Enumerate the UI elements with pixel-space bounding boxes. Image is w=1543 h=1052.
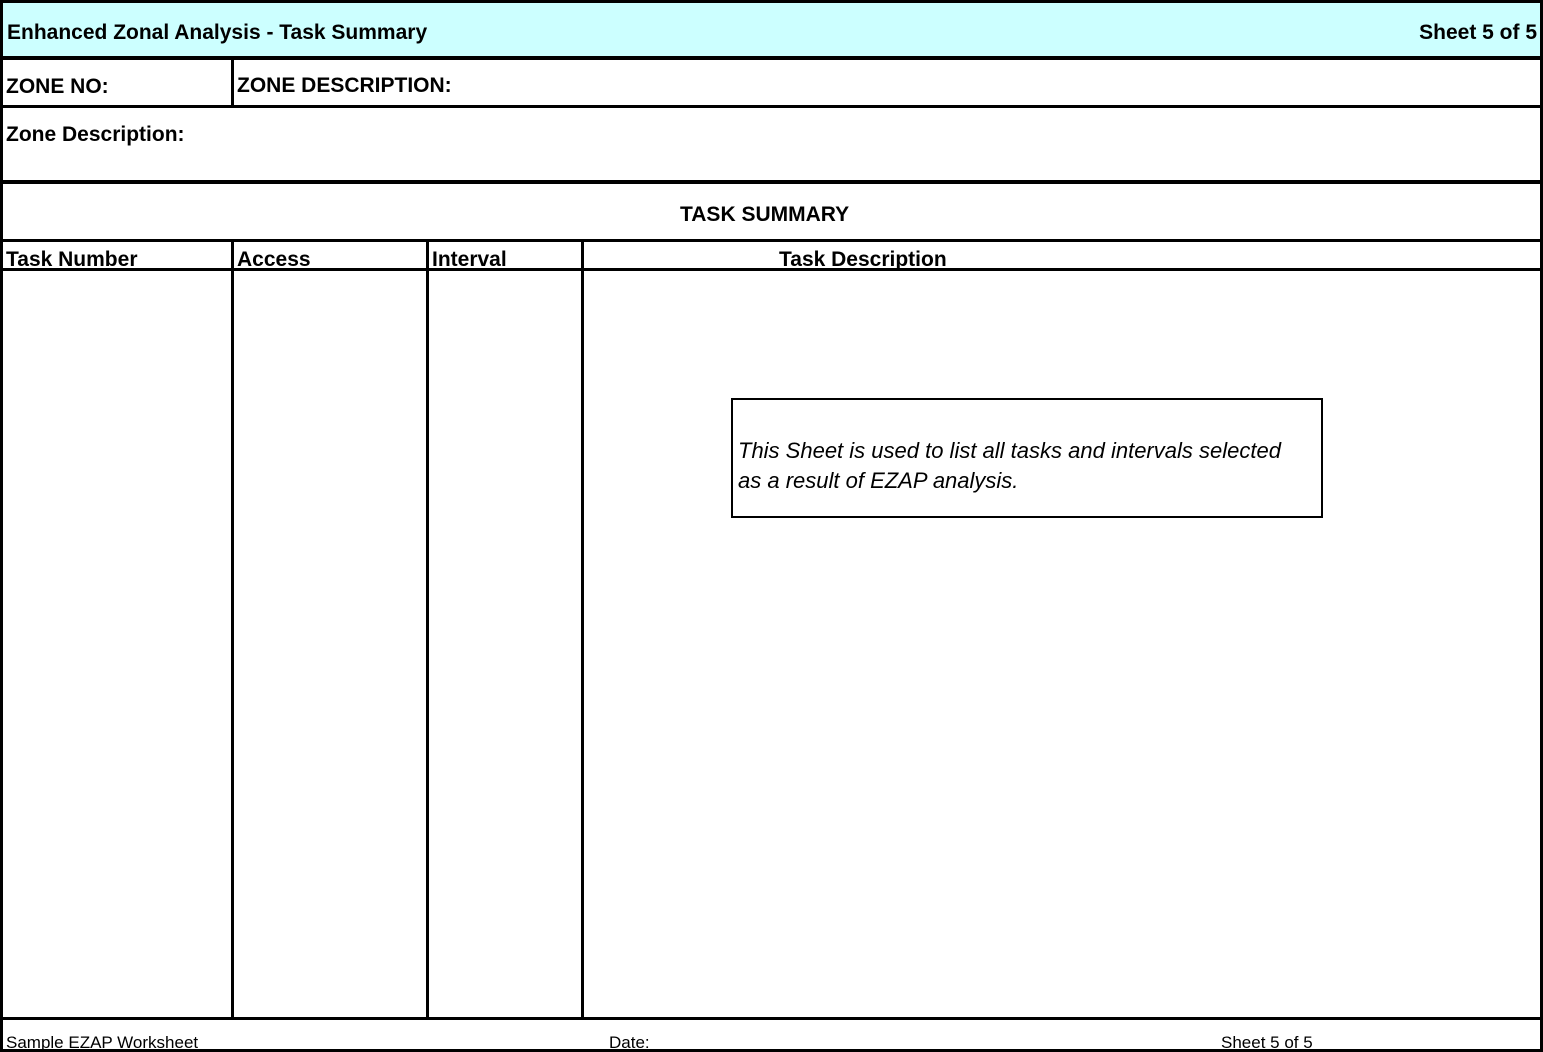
zone-divider	[231, 58, 234, 107]
column-divider-3	[581, 240, 584, 1019]
zone-description-label: ZONE DESCRIPTION:	[237, 74, 452, 97]
instruction-note	[731, 398, 1323, 518]
sheet-number: Sheet 5 of 5	[1419, 21, 1537, 44]
footer-worksheet-label: Sample EZAP Worksheet	[6, 1033, 199, 1052]
sheet-title: Enhanced Zonal Analysis - Task Summary	[7, 21, 428, 44]
instruction-note-line-1: This Sheet is used to list all tasks and intervals selected	[738, 438, 1281, 463]
zone-no-label: ZONE NO:	[6, 75, 109, 98]
column-header-task-description: Task Description	[779, 248, 947, 271]
column-divider-1	[231, 240, 234, 1019]
frame-top	[0, 0, 1543, 3]
instruction-note-line-2: as a result of EZAP analysis.	[738, 468, 1019, 493]
zone-description-text-label: Zone Description:	[6, 123, 185, 146]
footer-sheet-number: Sheet 5 of 5	[1221, 1033, 1313, 1052]
column-header-interval: Interval	[432, 248, 507, 271]
column-header-task-number: Task Number	[6, 248, 138, 271]
column-header-access: Access	[237, 248, 311, 271]
column-divider-2	[426, 240, 429, 1019]
zone-desc-rule	[0, 180, 1543, 184]
frame-left	[0, 0, 3, 1052]
footer-date-label: Date:	[609, 1033, 650, 1052]
task-summary-heading: TASK SUMMARY	[680, 203, 850, 226]
